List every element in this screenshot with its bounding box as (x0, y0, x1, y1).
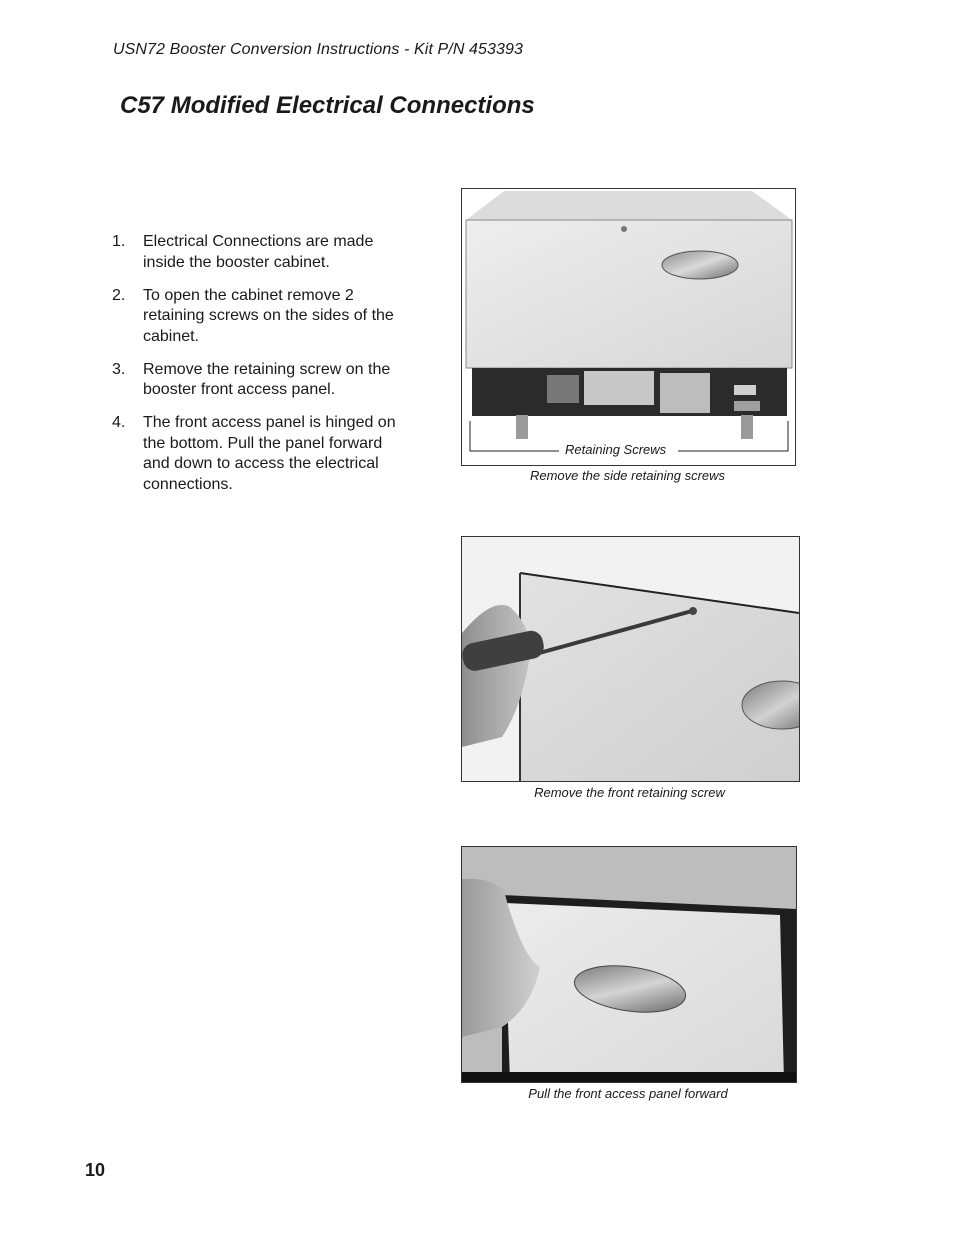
step-text: Remove the retaining screw on the booster front access panel. (143, 360, 391, 398)
step-item (112, 286, 412, 348)
page-title: C57 Modified Electrical Connections (120, 92, 535, 119)
step-text: The front access panel is hinged on the bottom. Pull the panel forward and down to access the electrical connections. (143, 414, 396, 493)
figure-caption: Remove the front retaining screw (534, 785, 725, 800)
photo-pull-panel (461, 846, 797, 1083)
photo-front-screw (461, 536, 800, 782)
step-item (112, 413, 412, 495)
photo-booster-cabinet (461, 188, 796, 466)
step-number: 3. (112, 360, 126, 378)
page-number: 10 (85, 1160, 106, 1180)
callout-label-retaining-screws: Retaining Screws (565, 442, 667, 457)
step-number: 1. (112, 233, 126, 250)
figure-caption: Remove the side retaining screws (529, 468, 726, 483)
step-text: Electrical Connections are made inside the booster cabinet. (143, 233, 374, 271)
step-number: 2. (112, 286, 126, 304)
step-item (112, 232, 412, 273)
instruction-steps (112, 232, 412, 508)
step-text: To open the cabinet remove 2 retaining screws on the sides of the cabinet. (143, 286, 394, 345)
figure-caption: Pull the front access panel forward (528, 1086, 728, 1101)
step-number: 4. (112, 414, 126, 431)
document-header: USN72 Booster Conversion Instructions - Kit P/N 453393 (113, 41, 524, 58)
step-item (112, 360, 412, 401)
